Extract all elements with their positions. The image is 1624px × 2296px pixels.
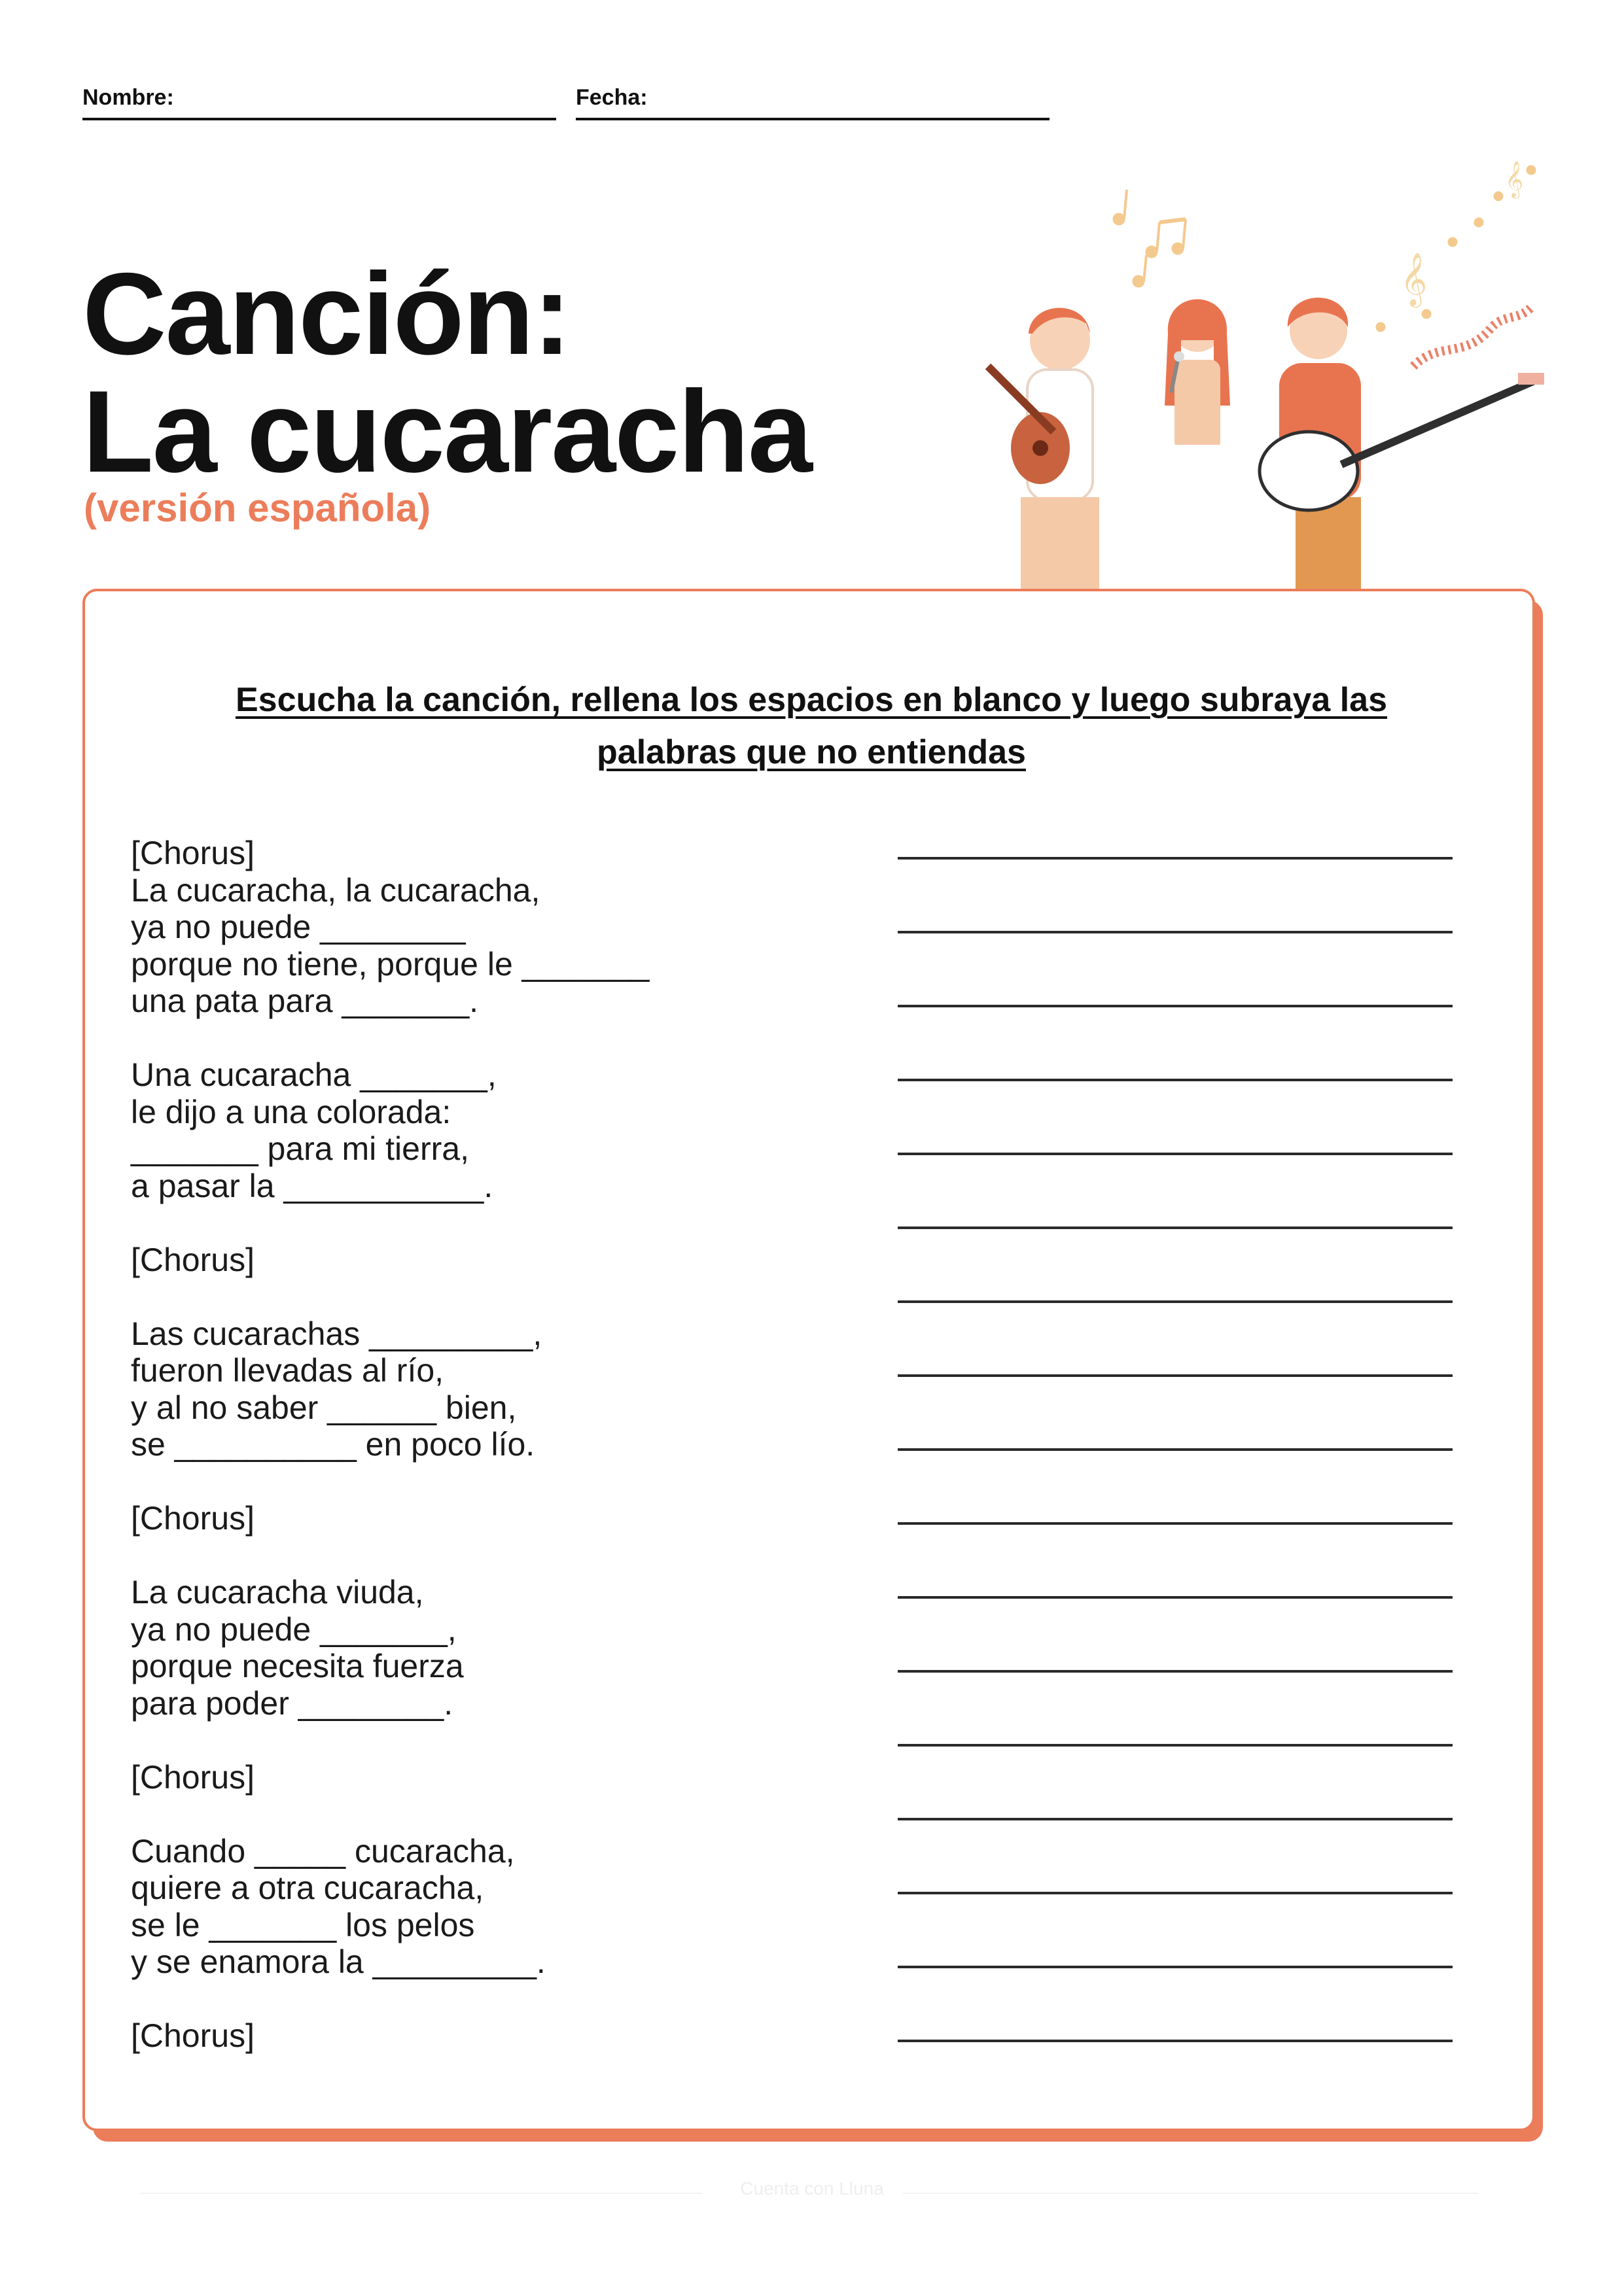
lyric-line: le dijo a una colorada: xyxy=(131,1093,451,1130)
lyric-line: fueron llevadas al río, xyxy=(131,1352,444,1389)
svg-text:𝄞: 𝄞 xyxy=(1400,252,1428,305)
instructions: Escucha la canción, rellena los espacios en blanco y luego subraya las palabras que no entiendas xyxy=(235,681,1388,771)
answer-line[interactable] xyxy=(898,1744,1453,1747)
answer-line[interactable] xyxy=(898,1670,1453,1673)
title-line-1: Canción: xyxy=(82,249,571,379)
lyric-line: se __________ en poco lío. xyxy=(131,1426,535,1463)
lyric-line: Cuando _____ cucaracha, xyxy=(131,1832,515,1870)
lyric-line: y al no saber ______ bien, xyxy=(131,1389,517,1426)
name-field[interactable] xyxy=(82,118,556,120)
band-illustration xyxy=(955,144,1557,595)
answer-line[interactable] xyxy=(898,1596,1453,1599)
answer-line[interactable] xyxy=(898,1818,1453,1820)
lyric-line: _______ para mi tierra, xyxy=(131,1130,469,1167)
lyric-line: porque necesita fuerza xyxy=(131,1648,464,1684)
lyric-line: La cucaracha, la cucaracha, xyxy=(131,871,540,909)
lyric-line: y se enamora la _________. xyxy=(131,1943,546,1980)
lyric-line: se le _______ los pelos xyxy=(131,1906,475,1943)
answer-line[interactable] xyxy=(898,2040,1453,2042)
title-line-2: La cucaracha xyxy=(82,366,811,496)
guitarist-left-icon xyxy=(988,308,1099,595)
page-title xyxy=(82,249,811,496)
answer-line[interactable] xyxy=(898,931,1453,933)
lyric-line: una pata para _______. xyxy=(131,983,479,1019)
lyric-spacer xyxy=(131,1204,649,1242)
lyric-spacer xyxy=(131,1463,649,1501)
date-field[interactable] xyxy=(576,118,1050,120)
lyrics-block xyxy=(131,835,649,2055)
name-label: Nombre: xyxy=(82,85,174,110)
lyric-line: ya no puede ________ xyxy=(131,909,466,945)
lyric-line: para poder ________. xyxy=(131,1684,453,1722)
lyric-line: [Chorus] xyxy=(131,1758,255,1796)
lyric-spacer xyxy=(131,1020,649,1057)
guitarist-right-icon xyxy=(1260,298,1544,595)
answer-line[interactable] xyxy=(898,1226,1453,1229)
lyric-line: Una cucaracha _______, xyxy=(131,1056,497,1093)
lyric-line: [Chorus] xyxy=(131,2017,255,2054)
singer-icon xyxy=(1165,300,1233,550)
answer-line[interactable] xyxy=(898,1522,1453,1525)
lyric-line: La cucaracha viuda, xyxy=(131,1574,424,1610)
page-subtitle: (versión española) xyxy=(84,486,431,530)
answer-line[interactable] xyxy=(898,1374,1453,1377)
footer-rule xyxy=(903,2193,1479,2194)
lyric-line: [Chorus] xyxy=(131,1241,255,1278)
date-label: Fecha: xyxy=(576,85,648,110)
lyric-line: a pasar la ___________. xyxy=(131,1167,493,1204)
answer-line[interactable] xyxy=(898,1300,1453,1303)
staff-ribbon-icon xyxy=(1413,307,1531,366)
lyric-line: [Chorus] xyxy=(131,835,255,871)
lyric-line: quiere a otra cucaracha, xyxy=(131,1870,484,1906)
svg-text:𝄞: 𝄞 xyxy=(1505,161,1524,198)
lyric-spacer xyxy=(131,1722,649,1759)
lyric-spacer xyxy=(131,1537,649,1574)
lyric-spacer xyxy=(131,1796,649,1833)
answer-line[interactable] xyxy=(898,1448,1453,1451)
answer-line[interactable] xyxy=(898,1005,1453,1007)
answer-line[interactable] xyxy=(898,1079,1453,1081)
answer-line[interactable] xyxy=(898,1153,1453,1155)
lyric-spacer xyxy=(131,1981,649,2018)
lyric-line: porque no tiene, porque le _______ xyxy=(131,945,650,983)
answer-line[interactable] xyxy=(898,1892,1453,1894)
answer-line[interactable] xyxy=(898,857,1453,860)
lyric-line: [Chorus] xyxy=(131,1500,255,1537)
footer-credit: Cuenta con Lluna xyxy=(740,2178,884,2199)
answer-line[interactable] xyxy=(898,1966,1453,1968)
lyric-line: ya no puede _______, xyxy=(131,1610,457,1648)
lyric-line: Las cucarachas _________, xyxy=(131,1315,542,1352)
lyric-spacer xyxy=(131,1278,649,1315)
